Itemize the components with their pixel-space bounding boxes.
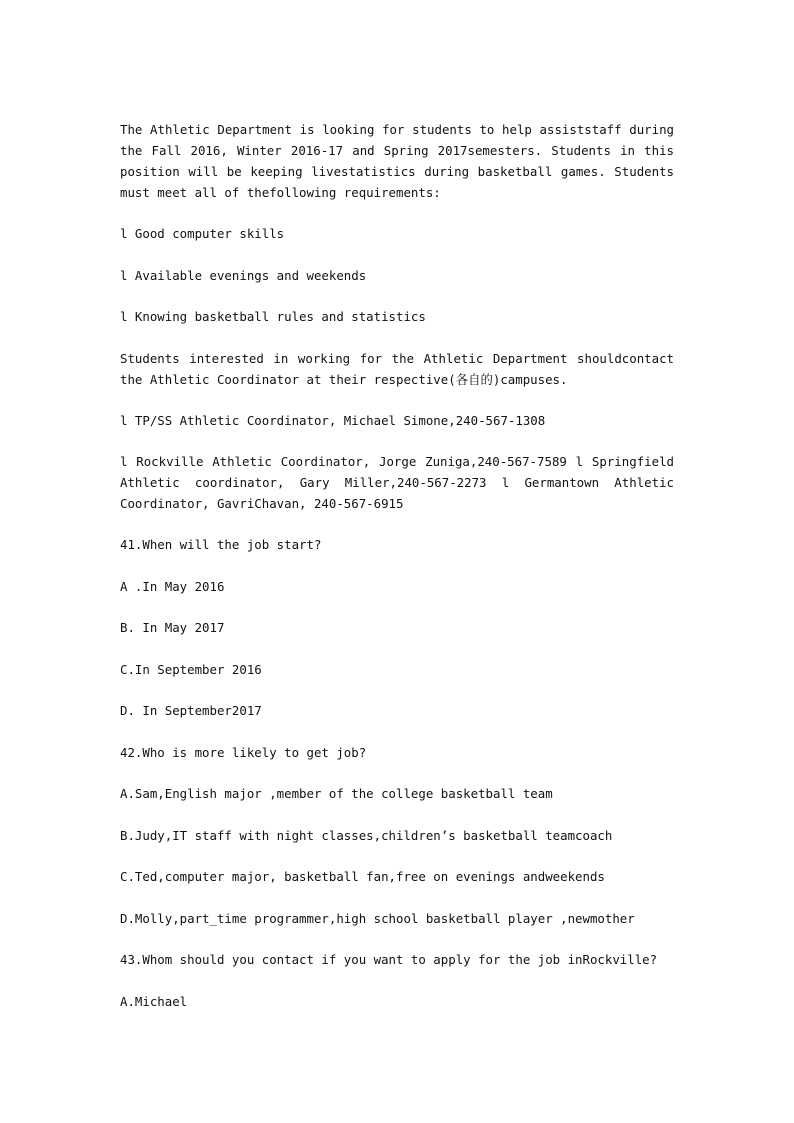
question-43: 43.Whom should you contact if you want to apply for the job inRockville? <box>120 952 658 967</box>
q42-option-d: D.Molly,part_time programmer,high school basketball player ,newmother <box>120 910 635 926</box>
contact-intro-paragraph: Students interested in working for the Athletic Department shouldcontact the Athletic Coordinator at their respective(各自的)campuses. <box>120 350 674 387</box>
question-42: 42.Who is more likely to get job? <box>120 744 367 760</box>
document-page <box>120 119 674 1032</box>
requirement-computer-skills: l Good computer skills <box>120 226 285 241</box>
q42-option-a: A.Sam,English major ,member of the college basketball team <box>120 786 553 801</box>
coordinators-other: l Rockville Athletic Coordinator, Jorge Zuniga,240-567-7589 l Springfield Athletic coordinator, Gary Miller,240-567-2273 l Germantown Athletic Coordinator, GavriChavan, 240-567-6915 <box>120 454 674 511</box>
q41-option-a: A .In May 2016 <box>120 578 225 594</box>
requirement-availability: l Available evenings and weekends <box>120 267 367 283</box>
q41-option-b: B. In May 2017 <box>120 620 225 635</box>
q41-option-d: D. In September2017 <box>120 703 262 718</box>
intro-paragraph: The Athletic Department is looking for students to help assiststaff during the Fall 2016, Winter 2016-17 and Spring 2017semesters. Students in this position will be keeping livestatistics during basketball games. Students must meet all of thefollowing requirements: <box>120 122 674 200</box>
q43-option-a: A.Michael <box>120 993 188 1009</box>
q41-option-c: C.In September 2016 <box>120 661 262 677</box>
question-41: 41.When will the job start? <box>120 537 322 552</box>
coordinator-tpss: l TP/SS Athletic Coordinator, Michael Simone,240-567-1308 <box>120 412 546 428</box>
q42-option-b: B.Judy,IT staff with night classes,children’s basketball teamcoach <box>120 827 613 843</box>
requirement-basketball-knowledge: l Knowing basketball rules and statistics <box>120 309 426 324</box>
q42-option-c: C.Ted,computer major, basketball fan,free on evenings andweekends <box>120 869 605 884</box>
